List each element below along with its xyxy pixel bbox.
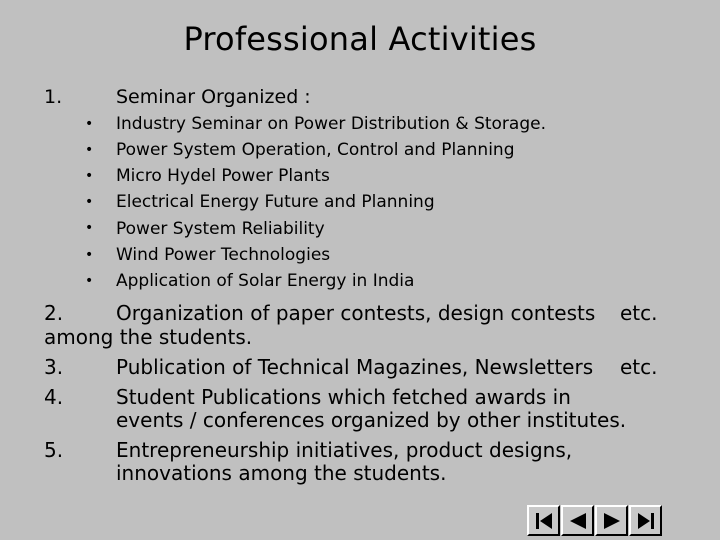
- previous-slide-button[interactable]: [561, 505, 594, 536]
- section-2-number: 2.: [44, 301, 64, 325]
- seminar-item-text: Micro Hydel Power Plants: [116, 166, 330, 186]
- bullet-icon: •: [85, 194, 94, 210]
- next-slide-button[interactable]: [595, 505, 628, 536]
- last-slide-icon: [635, 511, 657, 531]
- slide-title: Professional Activities: [183, 20, 537, 58]
- section-5-number: 5.: [44, 438, 64, 462]
- seminar-item-text: Power System Reliability: [116, 219, 325, 239]
- bullet-icon: •: [85, 116, 94, 132]
- bullet-icon: •: [85, 273, 94, 289]
- slide-navigation: [527, 505, 663, 536]
- bullet-icon: •: [85, 142, 94, 158]
- section-2-etc: etc.: [620, 301, 658, 325]
- section-2-text-continued: among the students.: [44, 325, 253, 349]
- first-slide-icon: [533, 511, 555, 531]
- bullet-icon: •: [85, 168, 94, 184]
- last-slide-button[interactable]: [629, 505, 662, 536]
- bullet-icon: •: [85, 220, 94, 236]
- section-3-text: Publication of Technical Magazines, Newsletters: [116, 355, 594, 379]
- seminar-item-text: Industry Seminar on Power Distribution & Storage.: [116, 114, 546, 134]
- section-4-text: Student Publications which fetched awards in: [116, 385, 571, 409]
- section-2-text: Organization of paper contests, design contests: [116, 301, 596, 325]
- section-1-number: 1.: [44, 86, 63, 108]
- section-4-number: 4.: [44, 385, 64, 409]
- section-1-heading: Seminar Organized :: [116, 86, 311, 108]
- seminar-item-text: Application of Solar Energy in India: [116, 271, 415, 291]
- seminar-item-text: Electrical Energy Future and Planning: [116, 192, 435, 212]
- section-3-etc: etc.: [620, 355, 658, 379]
- seminar-item-text: Power System Operation, Control and Planning: [116, 140, 515, 160]
- section-4-text-continued: events / conferences organized by other institutes.: [116, 408, 627, 432]
- bullet-icon: •: [85, 247, 94, 263]
- section-5-text: Entrepreneurship initiatives, product designs,: [116, 438, 573, 462]
- first-slide-button[interactable]: [527, 505, 560, 536]
- previous-slide-icon: [567, 511, 589, 531]
- next-slide-icon: [601, 511, 623, 531]
- seminar-item-text: Wind Power Technologies: [116, 245, 331, 265]
- section-5-text-continued: innovations among the students.: [116, 461, 447, 485]
- section-3-number: 3.: [44, 355, 64, 379]
